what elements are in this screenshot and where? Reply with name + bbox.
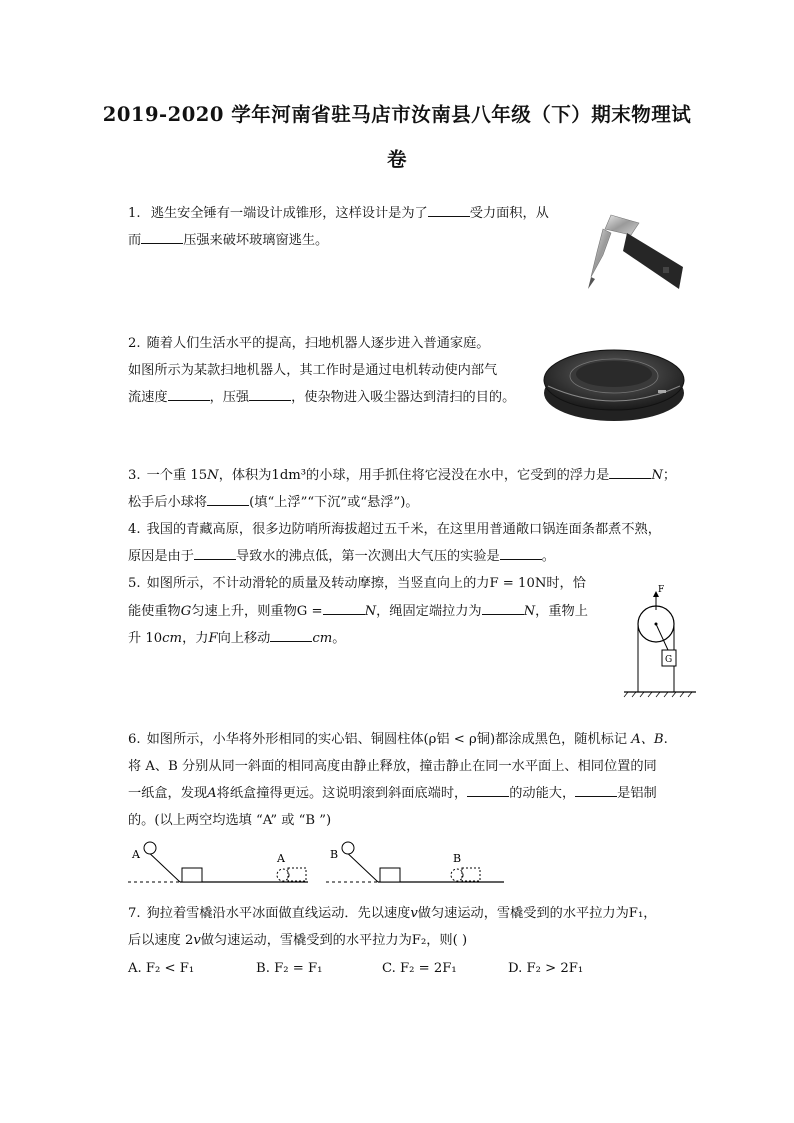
label-b-top: B (330, 848, 339, 861)
label-a-top: A (132, 848, 140, 861)
pulley-diagram (620, 580, 700, 700)
question-5-line3: 升 10cm，力F向上移动 cm。 (128, 631, 346, 646)
question-5-line1: 5. 如图所示，不计动滑轮的质量及转动摩擦，当竖直向上的力F = 10N时，恰 (128, 576, 586, 591)
box-start-a (182, 868, 202, 882)
blank[interactable] (323, 602, 365, 615)
question-4-line2: 原因是由于 导致水的沸点低，第一次测出大气压的实验是 。 (128, 549, 555, 564)
blank[interactable] (168, 388, 210, 401)
question-7-line2: 后以速度 2v做匀速运动，雪橇受到的水平拉力为F₂，则( ) (128, 933, 468, 948)
question-2-line3: 流速度 ，压强 ，使杂物进入吸尘器达到清扫的目的。 (128, 390, 516, 405)
paper-title-line2: 卷 (386, 148, 407, 171)
option-b[interactable]: B. F₂ = F₁ (256, 961, 323, 976)
sweeping-robot-image (540, 338, 688, 428)
ground-hatch (624, 692, 692, 697)
blank[interactable] (609, 466, 651, 479)
question-7-line1: 7. 狗拉着雪橇沿水平冰面做直线运动．先以速度v做匀速运动，雪橇受到的水平拉力为F₁， (128, 906, 657, 921)
weight-label: G (665, 655, 673, 665)
option-d[interactable]: D. F₂ > 2F₁ (508, 961, 584, 976)
question-6-line3: 一纸盒，发现A将纸盒撞得更远。这说明滚到斜面底端时， 的动能大， 是铝制 (128, 786, 657, 801)
question-3-line2: 松手后小球将 (填“上浮”“下沉”或“悬浮”)。 (128, 495, 419, 510)
question-1-line1: 1. 逃生安全锤有一端设计成锥形，这样设计是为了 受力面积，从 (128, 206, 549, 221)
blank[interactable] (428, 204, 470, 217)
paper-title-line1: 2019-2020 学年河南省驻马店市汝南县八年级（下）期末物理试 (102, 103, 692, 126)
box-start-b (380, 868, 400, 882)
setup-a (128, 842, 308, 882)
blank[interactable] (141, 231, 183, 244)
blank[interactable] (194, 547, 236, 560)
option-c[interactable]: C. F₂ = 2F₁ (382, 961, 457, 976)
blank[interactable] (500, 547, 542, 560)
question-2-line2: 如图所示为某款扫地机器人，其工作时是通过电机转动使内部气 (128, 363, 498, 378)
box-end-b (462, 868, 480, 881)
question-3-line1: 3. 一个重 15N，体积为1dm³的小球，用手抓住将它浸没在水中，它受到的浮力是 N； (128, 468, 677, 483)
question-6-line1: 6. 如图所示，小华将外形相同的实心铝、铜圆柱体(ρ铝 < ρ铜)都涂成黑色，随机标记 A、B. (128, 732, 668, 747)
label-a-box: A (277, 852, 285, 865)
question-6-line2: 将 A、B 分别从同一斜面的相同高度由静止释放，撞击静止在同一水平面上、相同位置的同 (128, 759, 657, 774)
question-6-line4: 的。(以上两空均选填 “A” 或 “B ”) (128, 813, 332, 828)
blank[interactable] (249, 388, 291, 401)
question-5-line2: 能使重物G匀速上升，则重物G = N，绳固定端拉力为 N，重物上 (128, 604, 588, 619)
blank[interactable] (270, 629, 312, 642)
blank[interactable] (467, 784, 509, 797)
incline-experiment-diagram (128, 838, 508, 894)
option-a[interactable]: A. F₂ < F₁ (128, 961, 195, 976)
ball-b (342, 842, 354, 854)
blank[interactable] (575, 784, 617, 797)
question-2-line1: 2. 随着人们生活水平的提高，扫地机器人逐步进入普通家庭。 (128, 336, 490, 351)
blank[interactable] (482, 602, 524, 615)
blank[interactable] (207, 493, 249, 506)
question-1-line2: 而 压强来破坏玻璃窗逃生。 (128, 233, 329, 248)
ball-a (144, 842, 156, 854)
box-end-a (288, 868, 306, 881)
safety-hammer-image (583, 207, 691, 305)
setup-b (326, 842, 504, 882)
question-4-line1: 4. 我国的青藏高原，很多边防哨所海拔超过五千米，在这里用普通敞口锅连面条都煮不熟， (128, 522, 661, 537)
label-b-box: B (453, 852, 462, 865)
force-label: F (658, 585, 665, 595)
